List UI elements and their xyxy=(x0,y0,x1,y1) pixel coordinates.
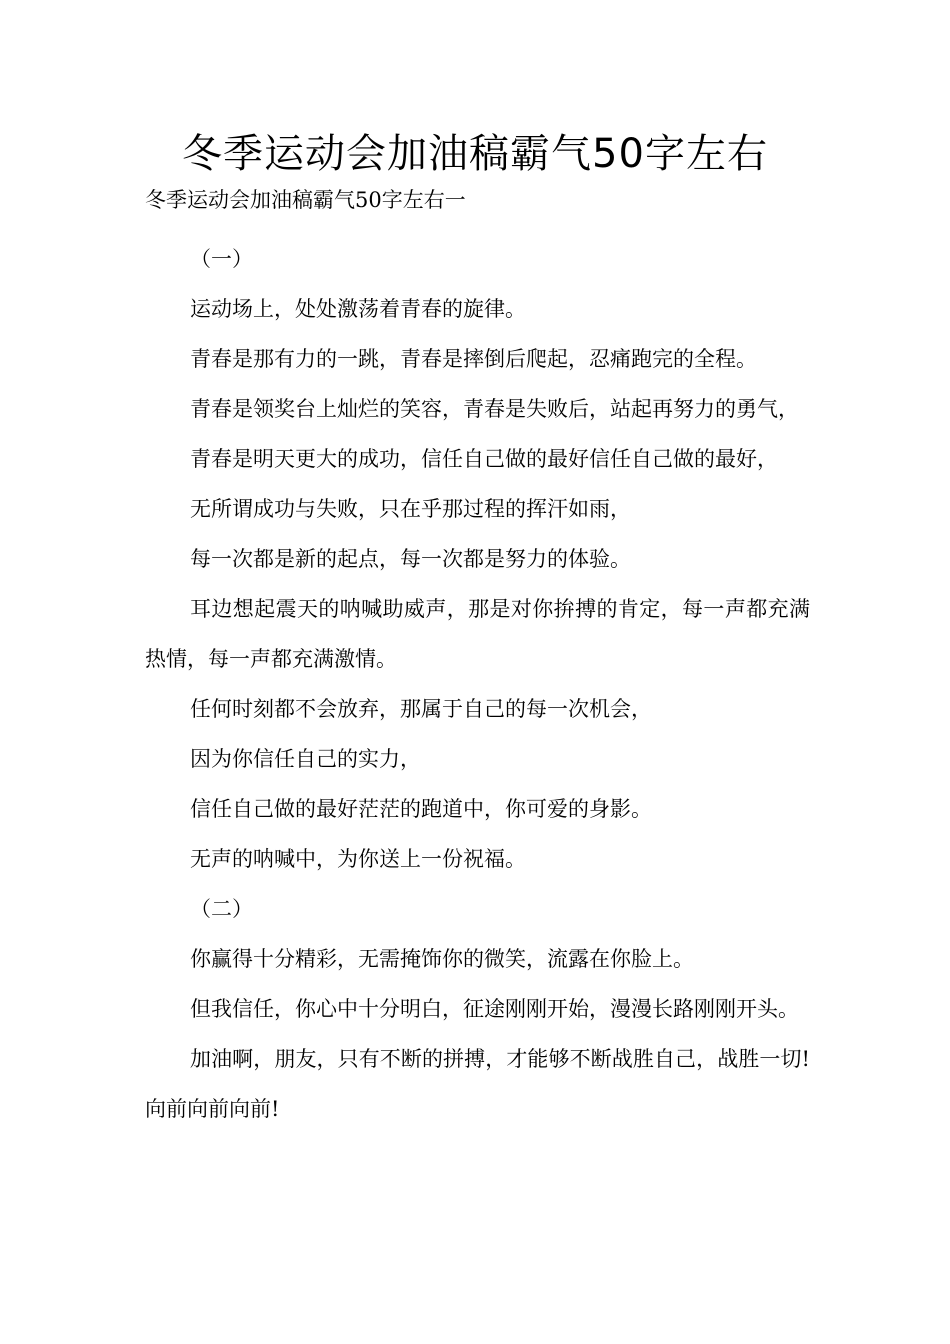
paragraph: 因为你信任自己的实力， xyxy=(190,747,421,771)
paragraph: 加油啊，朋友，只有不断的拼搏，才能够不断战胜自己，战胜一切!向前向前向前! xyxy=(145,1047,810,1121)
document-subtitle: 冬季运动会加油稿霸气50字左右一 xyxy=(145,188,466,212)
paragraph: 你赢得十分精彩，无需掩饰你的微笑，流露在你脸上。 xyxy=(190,947,694,971)
paragraph: 无所谓成功与失败，只在乎那过程的挥汗如雨， xyxy=(190,497,631,521)
paragraph: 每一次都是新的起点，每一次都是努力的体验。 xyxy=(190,547,631,571)
document-title: 冬季运动会加油稿霸气50字左右 xyxy=(182,131,768,177)
paragraph: 青春是那有力的一跳，青春是摔倒后爬起，忍痛跑完的全程。 xyxy=(190,347,757,371)
paragraph: 运动场上，处处激荡着青春的旋律。 xyxy=(190,297,526,321)
paragraph: 信任自己做的最好茫茫的跑道中，你可爱的身影。 xyxy=(190,797,652,821)
document-body xyxy=(145,182,810,1134)
paragraph: 青春是领奖台上灿烂的笑容，青春是失败后，站起再努力的勇气， xyxy=(190,397,799,421)
paragraph: （一） xyxy=(190,247,253,271)
paragraph: 但我信任，你心中十分明白，征途刚刚开始，漫漫长路刚刚开头。 xyxy=(190,997,799,1021)
paragraph: 耳边想起震天的呐喊助威声，那是对你拚搏的肯定，每一声都充满热情，每一声都充满激情。 xyxy=(145,597,810,671)
paragraph: 青春是明天更大的成功，信任自己做的最好信任自己做的最好， xyxy=(190,447,778,471)
paragraph: 无声的呐喊中，为你送上一份祝福。 xyxy=(190,847,526,871)
paragraph: （二） xyxy=(190,897,253,921)
paragraph-list xyxy=(145,234,810,1134)
paragraph: 任何时刻都不会放弃，那属于自己的每一次机会， xyxy=(190,697,652,721)
